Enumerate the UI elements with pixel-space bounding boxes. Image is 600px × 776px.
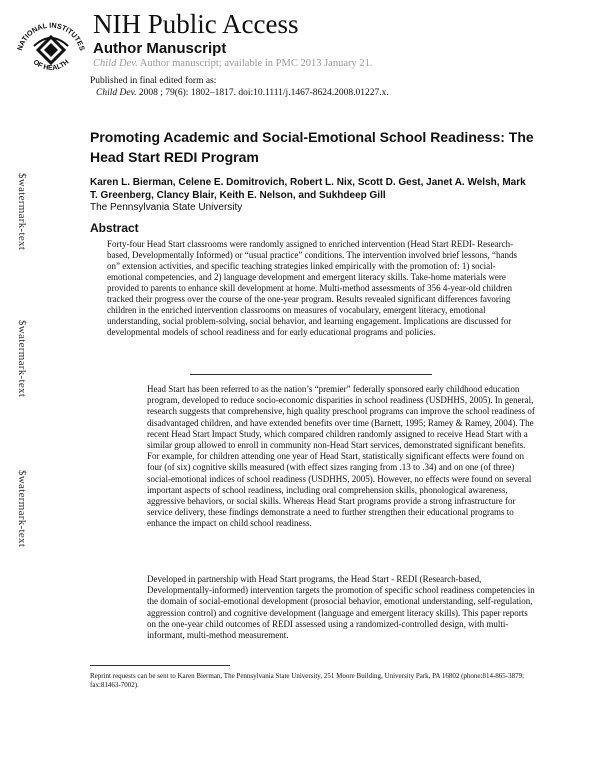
watermark-text: $watermark-text <box>16 470 28 548</box>
watermark-text: $watermark-text <box>16 173 28 251</box>
published-label: Published in final edited form as: <box>90 76 217 86</box>
author-list: Karen L. Bierman, Celene E. Domitrovich, Robert L. Nix, Scott D. Gest, Janet A. Welsh, Mark T. Greenberg, Clancy Blair, Keith E. Nelson, and Sukhdeep Gill <box>90 177 526 201</box>
watermark-text: $watermark-text <box>16 320 28 398</box>
citation-journal: Child Dev. <box>96 88 137 98</box>
article-title: Promoting Academic and Social-Emotional School Readiness: The Head Start REDI Program <box>90 129 534 165</box>
affiliation: The Pennsylvania State University <box>90 202 243 213</box>
body-paragraph-2: Developed in partnership with Head Start programs, the Head Start - REDI (Research-based, Developmentally-informed) intervention targets the promotion of specific school readiness competencies in the domain of social-emotional development (prosocial behavior, emotional understanding, self-regulation, aggression control) and cognitive development (language and emergent literacy skills). This paper reports on the one-year child outcomes of REDI assessed using a randomized-controlled design, with multi-informant, multi-method measurement. <box>147 574 535 641</box>
seal-top-text: NATIONAL INSTITUTES <box>14 20 88 52</box>
journal-abbrev: Child Dev. <box>93 58 138 69</box>
section-divider <box>190 374 432 375</box>
availability-text: Author manuscript; available in PMC 2013 January 21. <box>139 58 373 69</box>
abstract-text: Forty-four Head Start classrooms were randomly assigned to enriched intervention (Head Start REDI- Research-based, Developmentally Informed) or “usual practice” conditions. The intervention involved brief lessons, “hands on” extension activities, and specific teaching strategies linked empirically with the promotion of: 1) social-emotional competencies, and 2) language development and emergent literacy skills. Take-home materials were provided to parents to enhance skill development at home. Multi-method assessments of 356 4-year-old children tracked their progress over the course of the one-year program. Results revealed significant differences favoring children in the enriched intervention classrooms on measures of vocabulary, emergent literacy, emotional understanding, social problem-solving, social behavior, and learning engagement. Implications are discussed for developmental models of school readiness and for early educational programs and policies. <box>107 239 517 337</box>
footnote-divider <box>90 665 230 666</box>
footnote: Reprint requests can be sent to Karen Bierman, The Pennsylvania State University, 251 Moore Building, University Park, PA 16802 (phone:814-865-3879; fax:81463-7002). <box>90 672 525 689</box>
body-paragraph-1: Head Start has been referred to as the nation’s “premier” federally sponsored early childhood education program, developed to reduce socio-economic disparities in school readiness (USDHHS, 2005). In general, research suggests that comprehensive, high quality preschool programs can improve the school readiness of disadvantaged children, and have extended benefits over time (Barnett, 1995; Ramey & Ramey, 2004). The recent Head Start Impact Study, which compared children randomly assigned to receive Head Start with a similar group allowed to enroll in community non-Head Start services, demonstrated significant benefits. For example, for children attending one year of Head Start, statistically significant effects were found on four (of six) cognitive skills measured (with effect sizes ranging from .13 to .34) and on one (of three) social-emotional indices of school readiness (USDHHS, 2005). However, no effects were found on several important aspects of school readiness, including oral comprehension skills, phonological awareness, aggressive behaviors, or social skills. Whereas Head Start programs provide a strong infrastructure for service delivery, these findings demonstrate a need to further strengthen their educational programs to enhance the impact on child school readiness. <box>147 384 535 529</box>
nih-seal-logo <box>14 6 88 76</box>
nih-public-access-title: NIH Public Access <box>93 9 299 39</box>
seal-bottom-text: OF HEALTH <box>31 58 71 72</box>
abstract-heading: Abstract <box>90 221 139 235</box>
citation-line <box>96 87 389 99</box>
citation-details: 2008 ; 79(6): 1802–1817. doi:10.1111/j.1467-8624.2008.01227.x. <box>138 88 389 98</box>
manuscript-availability-note <box>93 58 372 69</box>
author-manuscript-label: Author Manuscript <box>93 40 227 57</box>
